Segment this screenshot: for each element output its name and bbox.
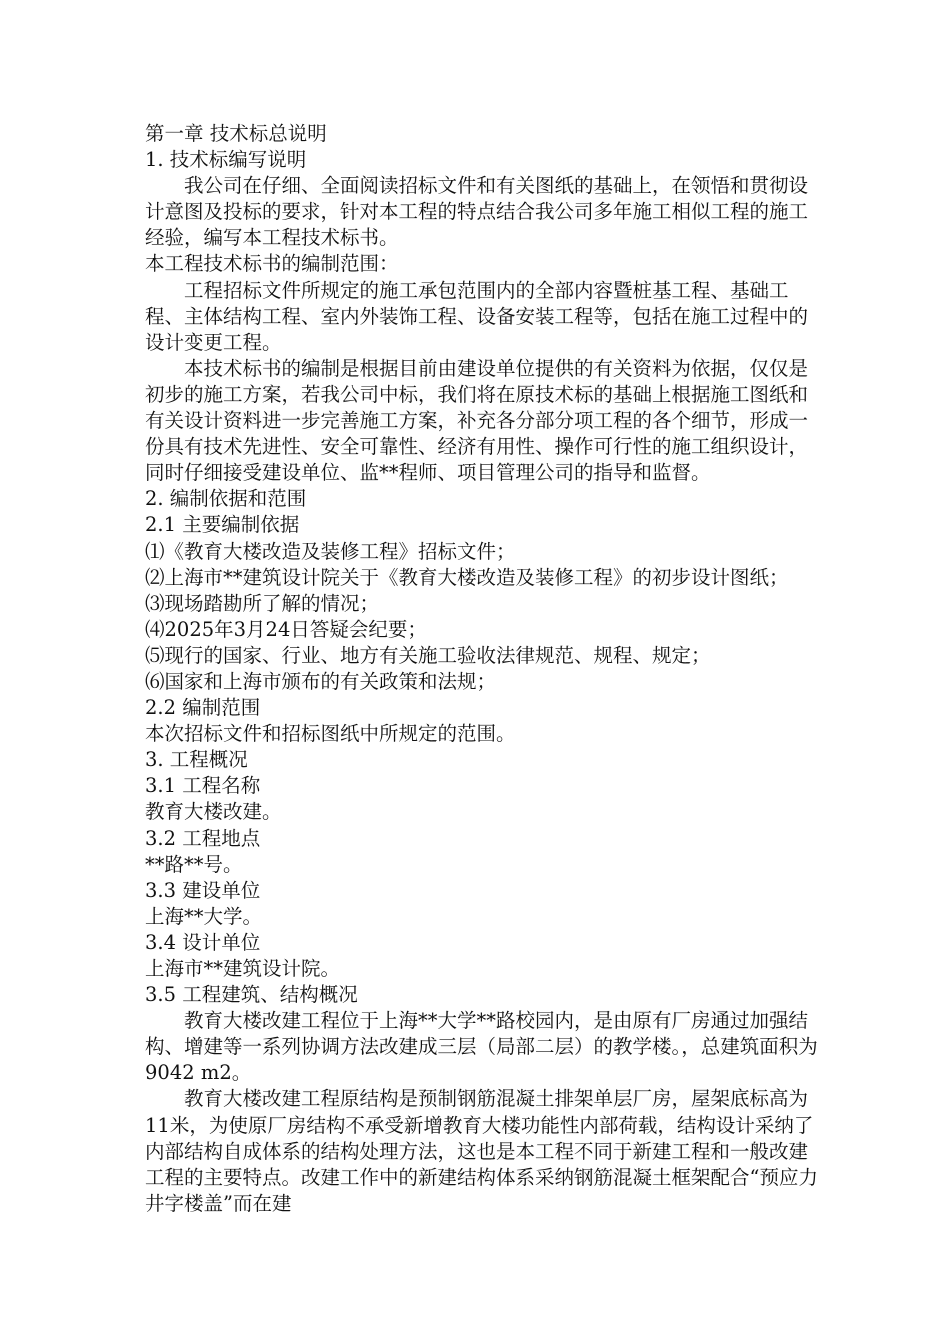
construction-unit: 上海**大学。 (145, 904, 263, 928)
subsection-heading-3-1: 3.1 工程名称 (145, 774, 261, 798)
subsection-heading-3-4: 3.4 设计单位 (145, 930, 261, 954)
basis-item: ⑷2025年3月24日答疑会纪要； (145, 617, 427, 641)
subsection-heading-3-3: 3.3 建设单位 (145, 878, 261, 902)
subsection-heading-3-2: 3.2 工程地点 (145, 826, 261, 850)
document-body (145, 121, 825, 1217)
basis-item: ⑵上海市**建筑设计院关于《教育大楼改造及装修工程》的初步设计图纸； (145, 565, 789, 589)
paragraph-structure-overview: 教育大楼改建工程原结构是预制钢筋混凝土排架单层厂房，屋架底标高为11米，为使原厂房结构不承受新增教育大楼功能性内部荷载，结构设计采纳了内部结构自成体系的结构处理方法，这也是本工程不同于新建工程和一般改建工程的主要特点。改建工作中的新建结构体系采纳钢筋混凝土框架配合“预应力井字楼盖”而在建 (145, 1087, 818, 1215)
section-heading-2: 2. 编制依据和范围 (145, 487, 307, 511)
project-name: 教育大楼改建。 (145, 800, 282, 824)
section-heading-3: 3. 工程概况 (145, 748, 248, 772)
paragraph-scope: 工程招标文件所规定的施工承包范围内的全部内容暨桩基工程、基础工程、主体结构工程、室内外装饰工程、设备安装工程等，包括在施工过程中的设计变更工程。 (145, 278, 809, 354)
basis-item: ⑸现行的国家、行业、地方有关施工验收法律规范、规程、规定； (145, 643, 711, 667)
design-unit: 上海市**建筑设计院。 (145, 957, 341, 980)
paragraph-basis: 本技术标书的编制是根据目前由建设单位提供的有关资料为依据，仅仅是初步的施工方案，若我公司中标，我们将在原技术标的基础上根据施工图纸和有关设计资料进一步完善施工方案，补充各分部分项工程的各个细节，形成一份具有技术先进性、安全可靠性、经济有用性、操作可行性的施工组织设计，同时仔细接受建设单位、监**程师、项目管理公司的指导和监督。 (145, 356, 809, 485)
scope-label: 本工程技术标书的编制范围： (145, 252, 399, 276)
paragraph-intro: 我公司在仔细、全面阅读招标文件和有关图纸的基础上，在领悟和贯彻设计意图及投标的要求，针对本工程的特点结合我公司多年施工相似工程的施工经验，编写本工程技术标书。 (145, 174, 809, 250)
basis-item: ⑴《教育大楼改造及装修工程》招标文件； (145, 539, 516, 563)
subsection-heading-2-1: 2.1 主要编制依据 (145, 513, 300, 537)
subsection-text-2-2: 本次招标文件和招标图纸中所规定的范围。 (145, 722, 516, 746)
chapter-title: 第一章 技术标总说明 (145, 122, 327, 145)
basis-item: ⑶现场踏勘所了解的情况； (145, 591, 380, 615)
subsection-heading-2-2: 2.2 编制范围 (145, 696, 261, 720)
paragraph-building-overview: 教育大楼改建工程位于上海**大学**路校园内，是由原有厂房通过加强结构、增建等一系列协调方法改建成三层（局部二层）的教学楼。，总建筑面积为9042 m2。 (145, 1009, 818, 1085)
subsection-heading-3-5: 3.5 工程建筑、结构概况 (145, 983, 358, 1007)
section-heading-1: 1. 技术标编写说明 (145, 148, 307, 172)
project-location: **路**号。 (145, 852, 243, 876)
basis-item: ⑹国家和上海市颁布的有关政策和法规； (145, 669, 497, 693)
